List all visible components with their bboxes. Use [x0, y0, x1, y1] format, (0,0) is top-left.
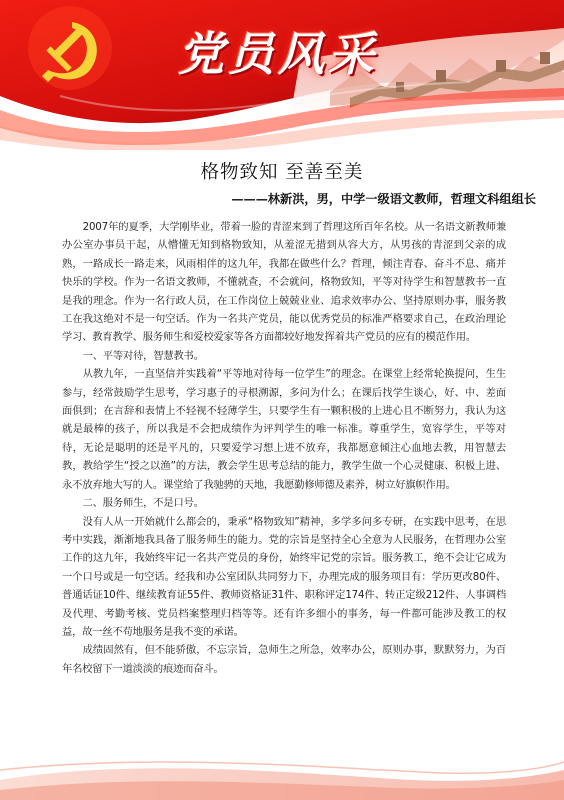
paragraph: 没有人从一开始就什么都会的，秉承“格物致知”精神，多学多问多专研，在实践中思考，在思考中实践，渐渐地我具备了服务师生的能力。党的宗旨是坚持全心全意为人民服务，在哲理办公室工作的这九年，我始终牢记一名共产党员的身份，始终牢记党的宗旨。服务教工，绝不会让它成为一个口号或是一句空话。经我和办公室团队共同努力下，办理完成的服务项目有：学历更改80件、普通话证10件、继续教育证55件、教师资格证31件、职称评定174件、转正定级212件、人事调档及代理、考勤考核、党员档案整理归档等等。还有许多细小的事务，每一件都可能涉及教工的权益，故一丝不苟地服务是我不变的承诺。 — [62, 515, 506, 638]
article-title: 格物致知 至善至美 — [200, 162, 364, 183]
footer-waves — [0, 740, 564, 800]
paragraph: 从教九年，一直坚信并实践着“平等地对待每一位学生”的理念。在课堂上经常轮换提问，生生参与，经常鼓励学生思考，学习惠子的寻根溯源，多问为什么；在课后找学生谈心，好、中、差面面俱到；在言辞和表情上不轻视不轻薄学生，只要学生有一颗积极的上进心且不断努力，我认为这就是最棒的孩子，所以我是不会把成绩作为评判学生的唯一标准。尊重学生，宽容学生，平等对待，无论是聪明的还是平凡的，只要爱学习想上进不放弃，我都愿意倾注心血地去教，用智慧去教，教给学生“授之以渔”的方法，教会学生思考总结的能力，教学生做一个心灵健康、积极上进、永不放弃地大写的人。课堂给了我驰骋的天地，我愿勤修师德及素养，树立好旗帜作用。 — [62, 368, 506, 491]
article-byline: ———林新洪，男，中学一级语文教师，哲理文科组组长 — [231, 192, 536, 206]
header-banner — [0, 0, 564, 150]
section-heading: 二、服务师生，不是口号。 — [82, 497, 204, 510]
paragraph: 成绩固然有，但不能骄傲，不忘宗旨，急师生之所急，效率办公，原则办事，默默努力，为百年名校留下一道淡淡的痕迹而奋斗。 — [62, 644, 506, 675]
section-heading: 一、平等对待，智慧教书。 — [82, 349, 204, 362]
paragraph: 2007年的夏季，大学刚毕业，带着一脸的青涩来到了哲理这所百年名校。从一名语文新教师兼办公室办事员干起，从懵懂无知到格物致知，从羞涩无措到从容大方，从男孩的青涩到父亲的成熟，一路成长一路走来，风雨相伴的这九年，我都在做些什么？哲理，倾注青春、奋斗不息、痛并快乐的学校。作为一名语文教师，不懂就查，不会就问，格物致知，平等对待学生和智慧教书一直是我的理念。作为一名行政人员，在工作岗位上兢兢业业、追求效率办公、坚持原则办事，服务教工在我这绝对不是一句空话。作为一名共产党员，能以优秀党员的标准严格要求自己，在政治理论学习、教育教学、服务师生和爱校爱家等各方面都较好地发挥着共产党员的应有的模范作用。 — [62, 221, 506, 344]
article-body — [62, 218, 506, 678]
banner-title: 党员风采 — [178, 27, 378, 81]
